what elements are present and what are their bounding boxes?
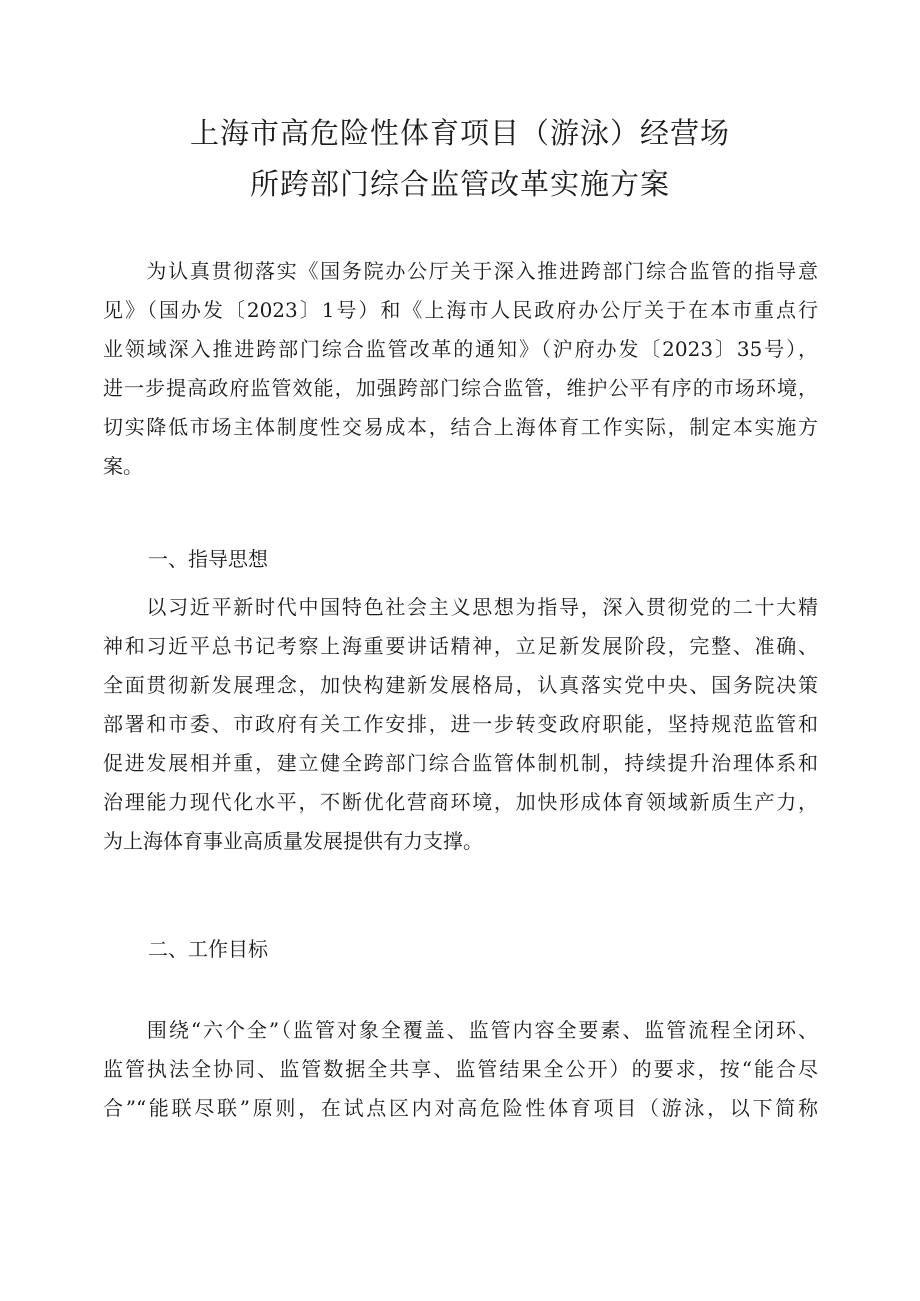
- document-title-line-1: 上海市高危险性体育项目（游泳）经营场: [189, 116, 730, 150]
- section-heading-guiding-ideology: 一、指导思想: [148, 547, 268, 571]
- paragraph-line: 以习近平新时代中国特色社会主义思想为指导，深入贯彻党的二十大精: [103, 595, 818, 619]
- work-goals-paragraph: [103, 1011, 818, 1128]
- paragraph-line: 神和习近平总书记考察上海重要讲话精神，立足新发展阶段，完整、准确、: [103, 634, 818, 658]
- guiding-ideology-paragraph: [103, 588, 818, 861]
- paragraph-line: 合”“能联尽联”原则，在试点区内对高危险性体育项目（游泳，以下简称: [103, 1096, 818, 1120]
- paragraph-line: 围绕“六个全”（监管对象全覆盖、监管内容全要素、监管流程全闭环、: [103, 1018, 818, 1042]
- paragraph-line: 为上海体育事业高质量发展提供有力支撑。: [103, 829, 483, 853]
- paragraph-line: 部署和市委、市政府有关工作安排，进一步转变政府职能，坚持规范监管和: [103, 712, 818, 736]
- paragraph-line: 监管执法全协同、监管数据全共享、监管结果全公开）的要求，按“能合尽: [103, 1057, 818, 1081]
- paragraph-line: 全面贯彻新发展理念，加快构建新发展格局，认真落实党中央、国务院决策: [103, 673, 818, 697]
- paragraph-line: 治理能力现代化水平，不断优化营商环境，加快形成体育领域新质生产力，: [103, 790, 818, 814]
- section-heading-work-goals: 二、工作目标: [148, 937, 268, 961]
- paragraph-line: 促进发展相并重，建立健全跨部门综合监管体制机制，持续提升治理体系和: [103, 751, 818, 775]
- document-title-line-2: 所跨部门综合监管改革实施方案: [249, 167, 670, 201]
- intro-line: 切实降低市场主体制度性交易成本，结合上海体育工作实际，制定本实施方: [103, 415, 818, 439]
- intro-paragraph: [103, 252, 818, 486]
- intro-line: 案。: [103, 454, 143, 478]
- intro-line: 为认真贯彻落实《国务院办公厅关于深入推进跨部门综合监管的指导意: [103, 259, 818, 283]
- intro-line: 进一步提高政府监管效能，加强跨部门综合监管，维护公平有序的市场环境，: [103, 376, 818, 400]
- intro-line: 见》（国办发〔2023〕1号）和《上海市人民政府办公厅关于在本市重点行: [103, 298, 818, 322]
- intro-line: 业领域深入推进跨部门综合监管改革的通知》（沪府办发〔2023〕35号），: [103, 337, 818, 361]
